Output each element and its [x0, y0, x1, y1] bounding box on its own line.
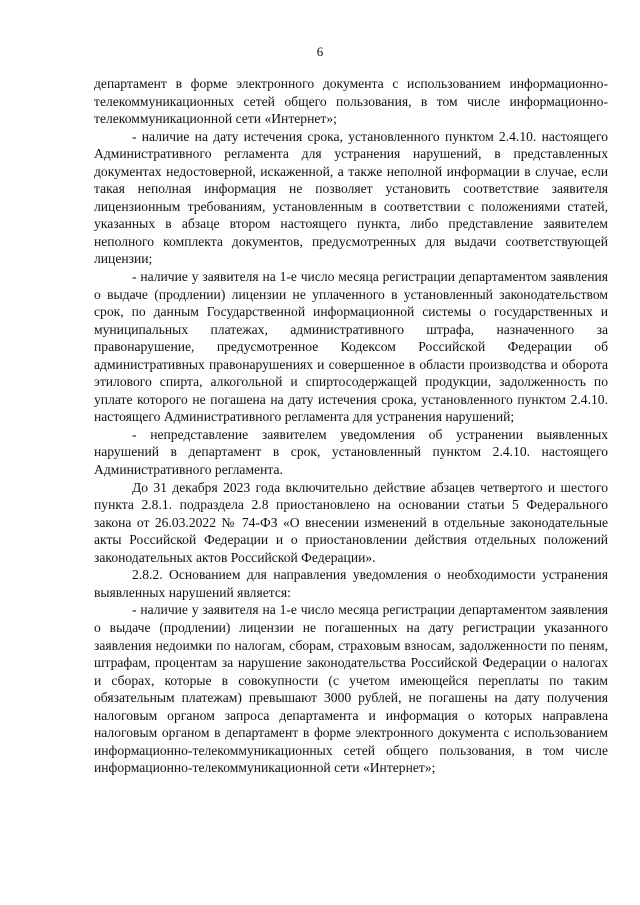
- paragraph-suspension-note: До 31 декабря 2023 года включительно действие абзацев четвертого и шестого пункта 2.8.1. подраздела 2.8 приостановлено на основании статьи 5 Федерального закона от 26.03.2022 № 74-ФЗ «О внесении изменений в отдельные законодательные акты Российской Федерации и о приостановлении действия отдельных положений законодательных актов Российской Федерации».: [94, 479, 608, 565]
- paragraph-continuation: департамент в форме электронного документа с использованием информационно-телекоммуникационных сетей общего пользования, в том числе информационно-телекоммуникационной сети «Интернет»;: [94, 76, 608, 127]
- paragraph-incomplete-documents: - наличие на дату истечения срока, установленного пунктом 2.4.10. настоящего Административного регламента для устранения нарушений, в представленных документах недостоверной, искаженной, а также неполной информации в случае, если такая неполная информация не позволяет установить соответствие заявителя лицензионным требованиям, установленным в соответствии с положениями статей, указанных в абзаце втором настоящего пункта, либо представление заявителем неполного комплекта документов, предусмотренных для выдачи соответствующей лицензии;: [94, 128, 608, 267]
- document-body: [94, 75, 608, 777]
- paragraph-no-notification: - непредставление заявителем уведомления об устранении выявленных нарушений в департамент в срок, установленный пунктом 2.4.10. настоящего Административного регламента.: [94, 426, 608, 478]
- paragraph-2-8-2-heading: 2.8.2. Основанием для направления уведомления о необходимости устранения выявленных нарушений является:: [94, 567, 608, 600]
- page-number: 6: [316, 44, 324, 59]
- paragraph-tax-arrears: - наличие у заявителя на 1-е число месяца регистрации департаментом заявления о выдаче (продлении) лицензии не погашенных на дату регистрации указанного заявления недоимки по налогам, сборам, страховым взносам, задолженности по пеням, штрафам, процентам за нарушение законодательства Российской Федерации о налогах и сборах, которые в совокупности (с учетом имеющейся переплаты по таким обязательным платежам) превышают 3000 рублей, не погашены на дату получения налоговым органом запроса департамента и информация о которых направлена налоговым органом в департамент в форме электронного документа с использованием информационно-телекоммуникационных сетей общего пользования, в том числе информационно-телекоммуникационной сети «Интернет»;: [94, 602, 608, 776]
- paragraph-unpaid-fine: - наличие у заявителя на 1-е число месяца регистрации департаментом заявления о выдаче (продлении) лицензии не уплаченного в установленный законодательством срок, по данным Государственной информационной системы о государственных и муниципальных платежах, административного штрафа, назначенного за правонарушение, предусмотренное Кодексом Российской Федерации об административных правонарушениях и совершенное в области производства и оборота этилового спирта, алкогольной и спиртосодержащей продукции, задолженность по уплате которого не погашена на дату истечения срока, установленного пунктом 2.4.10. настоящего Административного регламента для устранения нарушений;: [94, 269, 608, 425]
